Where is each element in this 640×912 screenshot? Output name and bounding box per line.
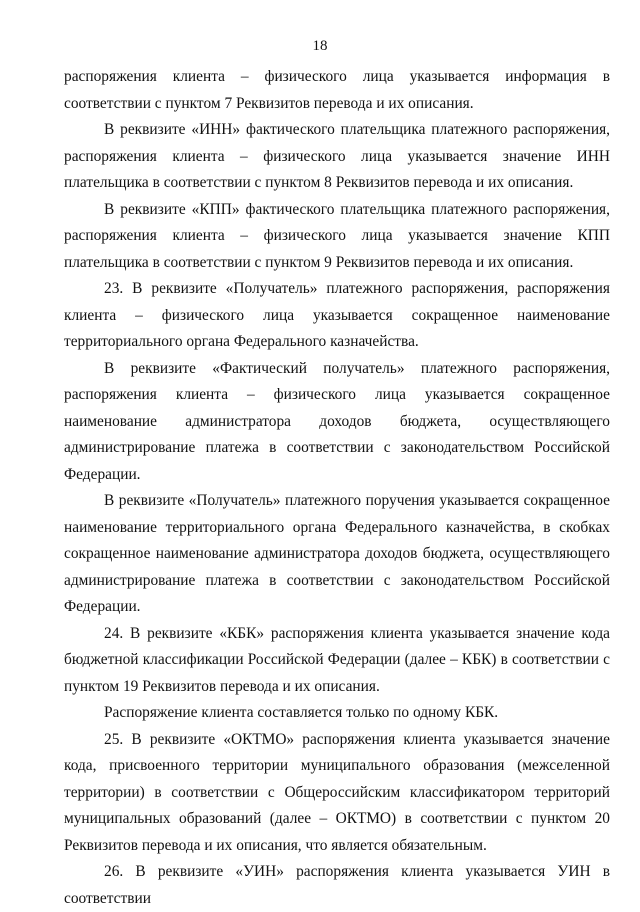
paragraph-continuation: распоряжения клиента – физического лица указывается информация в соответствии с пунктом 7 Реквизитов перевода и их описания. bbox=[64, 68, 610, 112]
document-body bbox=[64, 64, 610, 912]
paragraph-inn: В реквизите «ИНН» фактического плательщика платежного распоряжения, распоряжения клиента – физического лица указывается значение ИНН плательщика в соответствии с пунктом 8 Реквизитов перевода и их описания. bbox=[64, 121, 610, 191]
paragraph-24-kbk: 24. В реквизите «КБК» распоряжения клиента указывается значение кода бюджетной классификации Российской Федерации (далее – КБК) в соответствии с пунктом 19 Реквизитов перевода и их описания. bbox=[64, 624, 610, 695]
paragraph-actual-recipient: В реквизите «Фактический получатель» платежного распоряжения, распоряжения клиента – физического лица указывается сокращенное наименование администратора доходов бюджета, осуществляющего администрирование платежа в соответствии с законодательством Российской Федерации. bbox=[64, 359, 610, 483]
page-number: 18 bbox=[312, 38, 328, 54]
paragraph-23-recipient: 23. В реквизите «Получатель» платежного распоряжения, распоряжения клиента – физического лица указывается сокращенное наименование территориального органа Федерального казначейства. bbox=[64, 280, 610, 350]
paragraph-kpp: В реквизите «КПП» фактического плательщика платежного распоряжения, распоряжения клиента – физического лица указывается значение КПП плательщика в соответствии с пунктом 9 Реквизитов перевода и их описания. bbox=[64, 200, 610, 271]
paragraph-payment-order-recipient: В реквизите «Получатель» платежного поручения указывается сокращенное наименование территориального органа Федерального казначейства, в скобках сокращенное наименование администратора доходов бюджета, осуществляющего администрирование платежа в соответствии с законодательством Российской Федерации. bbox=[64, 492, 610, 615]
paragraph-single-kbk: Распоряжение клиента составляется только по одному КБК. bbox=[104, 704, 499, 721]
paragraph-26-uin: 26. В реквизите «УИН» распоряжения клиента указывается УИН в соответствии bbox=[64, 863, 610, 907]
paragraph-25-oktmo: 25. В реквизите «ОКТМО» распоряжения клиента указывается значение кода, присвоенного территории муниципального образования (межселенной территории) в соответствии с Общероссийским классификатором территорий муниципальных образований (далее – ОКТМО) в соответствии с пунктом 20 Реквизитов перевода и их описания, что является обязательным. bbox=[64, 730, 610, 854]
